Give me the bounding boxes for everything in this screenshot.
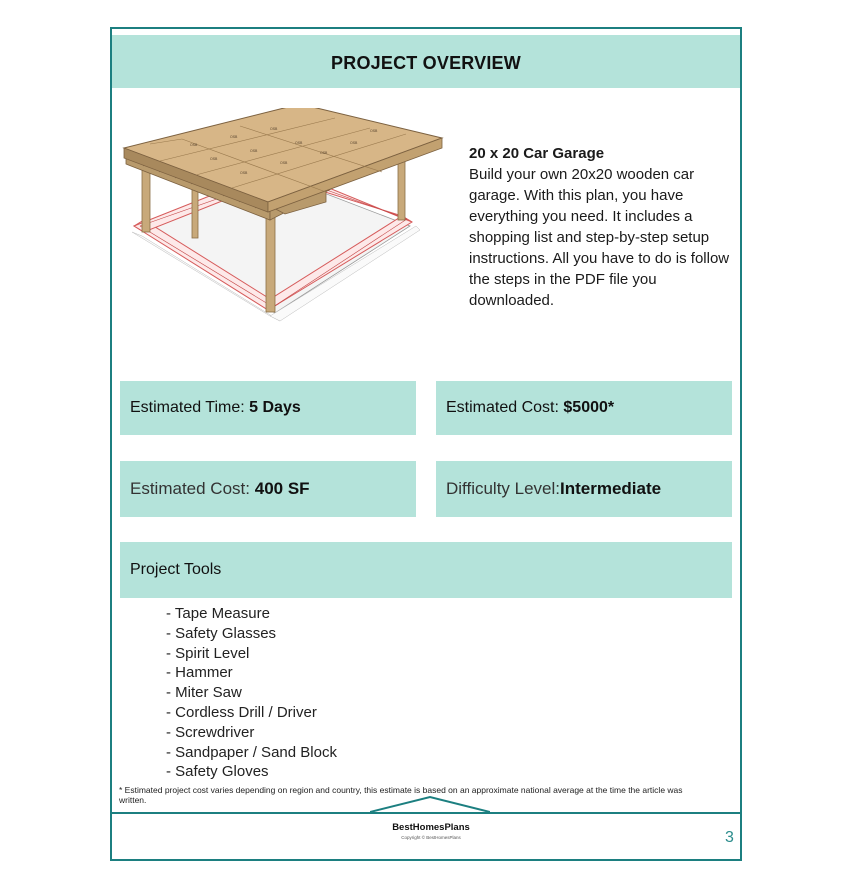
difficulty-card	[436, 461, 732, 517]
svg-text:OSB: OSB	[370, 129, 378, 133]
estimated-time-value: 5 Days	[249, 399, 301, 416]
svg-text:OSB: OSB	[295, 141, 303, 145]
estimated-time-card	[120, 381, 416, 435]
project-description: Build your own 20x20 wooden car garage. With this plan, you have everything you need. It includes a shopping list and step-by-step setup instructions. All you have to do is follow the steps in the PDF file you downloaded.	[469, 166, 730, 309]
list-item: - Spirit Level	[166, 644, 250, 662]
list-item: - Screwdriver	[166, 723, 255, 741]
page-number: 3	[725, 829, 734, 846]
difficulty-value: Intermediate	[560, 479, 662, 498]
list-item: - Sandpaper / Sand Block	[166, 743, 337, 761]
estimated-cost-card	[436, 381, 732, 435]
svg-text:OSB: OSB	[320, 151, 328, 155]
estimated-area-value: 400 SF	[254, 479, 310, 498]
svg-text:OSB: OSB	[280, 161, 288, 165]
header-bar	[112, 35, 740, 88]
list-item: - Safety Glasses	[166, 624, 277, 642]
svg-text:OSB: OSB	[190, 143, 198, 147]
estimated-area-card	[120, 461, 416, 517]
difficulty-label: Difficulty Level:	[446, 479, 561, 498]
list-item: - Hammer	[166, 664, 233, 682]
estimated-time-label: Estimated Time:	[130, 399, 245, 416]
list-item: - Tape Measure	[166, 605, 270, 622]
svg-text:OSB: OSB	[240, 171, 248, 175]
copyright-text: Copyright © BestHomesPlans	[401, 835, 461, 840]
cost-footnote: * Estimated project cost varies depending on region and country, this estimate is based on an approximate national average at the time the article was written.	[119, 785, 683, 805]
list-item: - Cordless Drill / Driver	[166, 703, 317, 721]
list-item: - Safety Gloves	[166, 763, 269, 781]
project-tools-title: Project Tools	[130, 561, 222, 578]
svg-text:OSB: OSB	[250, 149, 258, 153]
garage-illustration	[120, 108, 455, 340]
estimated-area-label: Estimated Cost:	[130, 479, 250, 498]
tools-list	[166, 604, 337, 782]
project-title: 20 x 20 Car Garage	[469, 145, 605, 162]
svg-text:OSB: OSB	[350, 141, 358, 145]
project-tools-heading	[120, 542, 732, 598]
estimated-cost-label: Estimated Cost:	[446, 399, 559, 416]
project-description-block	[469, 143, 739, 311]
list-item: - Miter Saw	[166, 684, 242, 702]
svg-text:OSB: OSB	[210, 157, 218, 161]
footer-divider	[112, 812, 740, 814]
page-title: PROJECT OVERVIEW	[331, 53, 521, 73]
svg-text:OSB: OSB	[270, 127, 278, 131]
svg-text:OSB: OSB	[230, 135, 238, 139]
estimated-cost-value: $5000*	[563, 399, 615, 416]
brand-name: BestHomesPlans	[392, 822, 470, 833]
